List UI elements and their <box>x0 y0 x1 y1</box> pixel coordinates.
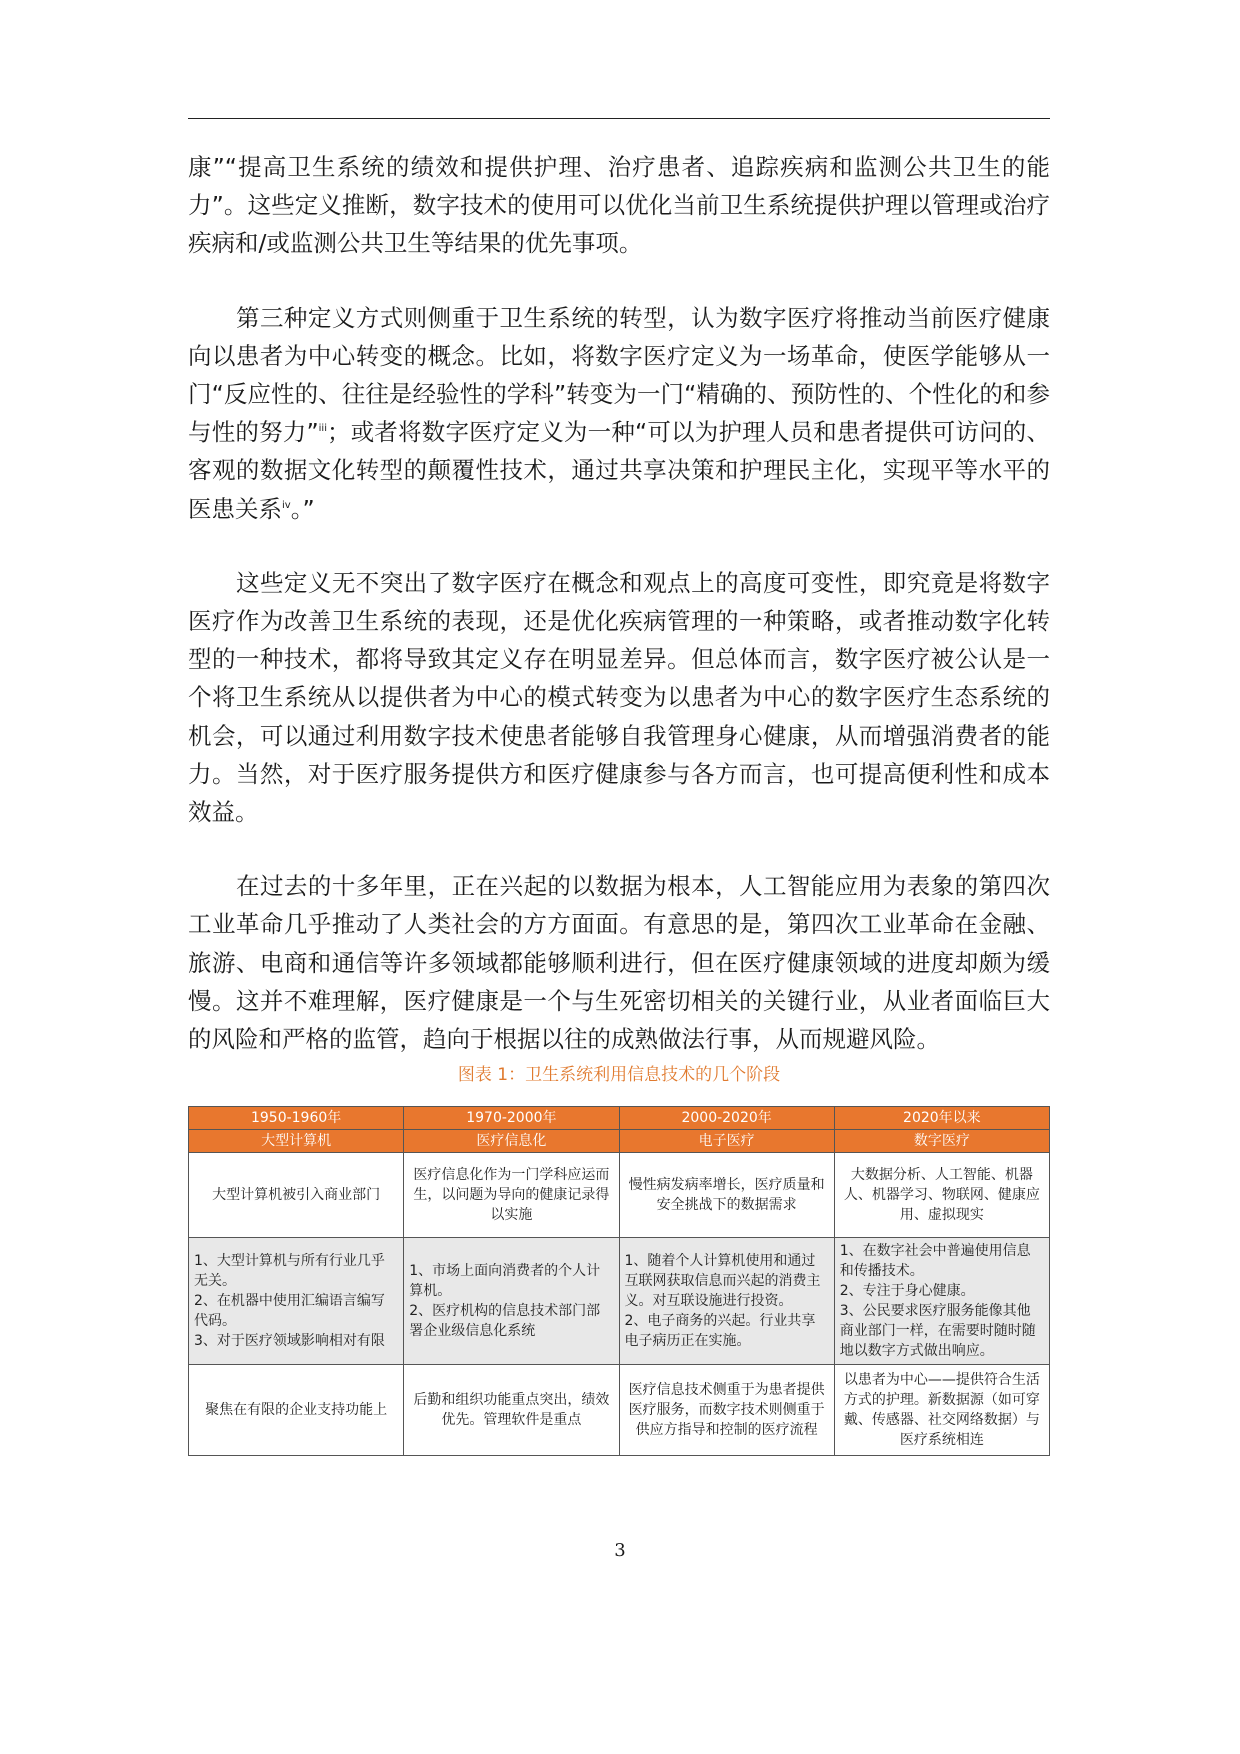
focus-cell: 聚焦在有限的企业支持功能上 <box>189 1365 404 1456</box>
focus-cell: 后勤和组织功能重点突出，绩效优先。管理软件是重点 <box>404 1365 619 1456</box>
period-header: 1950-1960年 <box>189 1107 404 1130</box>
paragraph-2-part-a: 第三种定义方式则侧重于卫生系统的转型，认为数字医疗将推动当前医疗健康向以患者为中心转变的概念。比如，将数字医疗定义为一场革命，使医学能够从一门“反应性的、往往是经验性的学科”转变为一门“精确的、预防性的、个性化的和参与性的努力” <box>188 303 1050 447</box>
feature-item: 3、公民要求医疗服务能像其他商业部门一样，在需要时随时随地以数字方式做出响应。 <box>839 1303 1036 1359</box>
paragraph-3: 这些定义无不突出了数字医疗在概念和观点上的高度可变性，即究竟是将数字医疗作为改善卫生系统的表现，还是优化疾病管理的一种策略，或者推动数字化转型的一种技术，都将导致其定义存在明显差异。但总体而言，数字医疗被公认是一个将卫生系统从以提供者为中心的模式转变为以患者为中心的数字医疗生态系统的机会，可以通过利用数字技术使患者能够自我管理身心健康，从而增强消费者的能力。当然，对于医疗服务提供方和医疗健康参与各方而言，也可提高便利性和成本效益。 <box>188 568 1050 827</box>
description-cell: 大数据分析、人工智能、机器人、机器学习、物联网、健康应用、虚拟现实 <box>834 1153 1049 1238</box>
feature-item: 1、随着个人计算机使用和通过互联网获取信息而兴起的消费主义。对互联设施进行投资。 <box>624 1253 821 1309</box>
feature-item: 2、专注于身心健康。 <box>839 1283 975 1299</box>
period-header: 1970-2000年 <box>404 1107 619 1130</box>
feature-item: 3、对于医疗领域影响相对有限 <box>194 1333 385 1349</box>
stage-name: 医疗信息化 <box>404 1130 619 1153</box>
paragraph-2-part-c: 。” <box>290 494 315 523</box>
stage-name-row <box>189 1130 1050 1153</box>
stage-name: 数字医疗 <box>834 1130 1049 1153</box>
feature-item: 2、医疗机构的信息技术部门部署企业级信息化系统 <box>409 1303 601 1339</box>
description-cell: 医疗信息化作为一门学科应运而生，以问题为导向的健康记录得以实施 <box>404 1153 619 1238</box>
feature-item: 1、在数字社会中普遍使用信息和传播技术。 <box>839 1243 1031 1279</box>
stages-table <box>188 1106 1050 1456</box>
page-number: 3 <box>614 1540 626 1561</box>
features-cell <box>404 1238 619 1365</box>
feature-item: 2、在机器中使用汇编语言编写代码。 <box>194 1293 385 1329</box>
paragraph-2 <box>188 299 1050 528</box>
paragraph-2-part-b: ；或者将数字医疗定义为一种“可以为护理人员和患者提供可访问的、客观的数据文化转型的颠覆性技术，通过共享决策和护理民主化，实现平等水平的医患关系 <box>188 418 1050 523</box>
features-cell <box>189 1238 404 1365</box>
feature-item: 1、市场上面向消费者的个人计算机。 <box>409 1263 601 1299</box>
header-rule <box>188 118 1050 119</box>
description-cell: 慢性病发病率增长，医疗质量和安全挑战下的数据需求 <box>619 1153 834 1238</box>
description-row <box>189 1153 1050 1238</box>
stage-name: 电子医疗 <box>619 1130 834 1153</box>
focus-cell: 以患者为中心——提供符合生活方式的护理。新数据源（如可穿戴、传感器、社交网络数据）与医疗系统相连 <box>834 1365 1049 1456</box>
period-header: 2000-2020年 <box>619 1107 834 1130</box>
features-row <box>189 1238 1050 1365</box>
description-cell: 大型计算机被引入商业部门 <box>189 1153 404 1238</box>
figure-caption: 图表 1：卫生系统利用信息技术的几个阶段 <box>457 1065 781 1085</box>
features-cell <box>619 1238 834 1365</box>
focus-cell: 医疗信息技术侧重于为患者提供医疗服务，而数字技术则侧重于供应方指导和控制的医疗流程 <box>619 1365 834 1456</box>
period-header: 2020年以来 <box>834 1107 1049 1130</box>
feature-item: 2、电子商务的兴起。行业共享电子病历正在实施。 <box>624 1313 816 1349</box>
feature-item: 1、大型计算机与所有行业几乎无关。 <box>194 1253 385 1289</box>
focus-row <box>189 1365 1050 1456</box>
body-text <box>188 148 1050 1094</box>
paragraph-1: 康”“提高卫生系统的绩效和提供护理、治疗患者、追踪疾病和监测公共卫生的能力”。这些定义推断，数字技术的使用可以优化当前卫生系统提供护理以管理或治疗疾病和/或监测公共卫生等结果的优先事项。 <box>188 153 1050 258</box>
stage-name: 大型计算机 <box>189 1130 404 1153</box>
paragraph-4: 在过去的十多年里，正在兴起的以数据为根本，人工智能应用为表象的第四次工业革命几乎推动了人类社会的方方面面。有意思的是，第四次工业革命在金融、旅游、电商和通信等许多领域都能够顺利进行，但在医疗健康领域的进度却颇为缓慢。这并不难理解，医疗健康是一个与生死密切相关的关键行业，从业者面临巨大的风险和严格的监管，趋向于根据以往的成熟做法行事，从而规避风险。 <box>188 872 1050 1054</box>
features-cell <box>834 1238 1049 1365</box>
endnote-iv[interactable]: iv <box>282 499 291 511</box>
endnote-iii[interactable]: iii <box>318 423 327 435</box>
period-row <box>189 1107 1050 1130</box>
